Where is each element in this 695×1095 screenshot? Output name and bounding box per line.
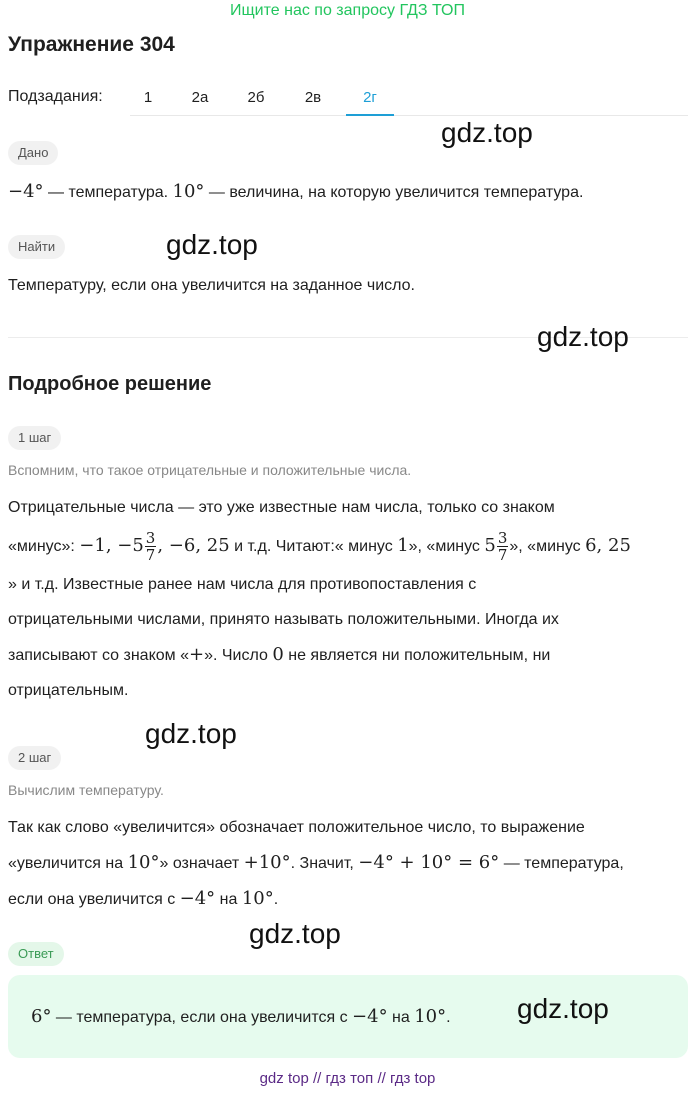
answer-text-2: на — [387, 1009, 415, 1026]
footer-link-gdz-top[interactable]: gdz top — [259, 1070, 309, 1087]
given-text — [8, 174, 583, 210]
step1-l5-math-1: + — [189, 644, 205, 665]
step1-l2-text-a: «минус»: — [8, 538, 80, 555]
step1-l2-text-b: и т.д. Читают:« минус — [229, 538, 398, 555]
given-text-2: — величина, на которую увеличится температура. — [204, 184, 584, 201]
find-chip: Найти — [8, 235, 65, 259]
step1-l5-text-c: не является ни положительным, ни — [283, 647, 551, 664]
answer-text-3: . — [446, 1009, 451, 1026]
step2-l2-math-3: −4° + 10° = 6° — [358, 852, 500, 873]
solution-title: Подробное решение — [8, 373, 212, 395]
step2-l3-text-b: на — [215, 891, 242, 908]
given-math-1: −4° — [8, 181, 44, 202]
answer-math-1: 6° — [31, 1006, 52, 1027]
step2-l2-text-a: «увеличится на — [8, 855, 128, 872]
frac-den: 7 — [497, 546, 508, 565]
tab-1[interactable]: 1 — [143, 89, 153, 106]
top-banner: Ищите нас по запросу ГДЗ ТОП — [230, 2, 465, 19]
frac-num: 3 — [145, 529, 156, 548]
step2-l2-text-c: . Значит, — [290, 855, 359, 872]
step1-body — [8, 490, 692, 708]
step2-line-2 — [8, 845, 692, 881]
step1-l2-math-2: , −6, 25 — [157, 535, 230, 556]
tab-2v[interactable]: 2в — [304, 89, 322, 106]
answer-text-1: — температура, если она увеличится с — [51, 1009, 353, 1026]
fraction-3-7-b — [497, 530, 509, 563]
answer-text — [31, 999, 451, 1035]
watermark: gdz.top — [166, 229, 258, 260]
footer-links — [0, 1070, 695, 1087]
step2-l2-math-1: 10° — [127, 852, 160, 873]
step1-line-5 — [8, 637, 692, 673]
step2-line-1: Так как слово «увеличится» обозначает положительное число, то выражение — [8, 819, 585, 836]
footer-link-gdz-top-mixed[interactable]: гдз top — [389, 1070, 436, 1087]
step2-line-3 — [8, 881, 692, 917]
step1-l5-text-b: ». Число — [204, 647, 273, 664]
step1-l2-math-3: 1 — [397, 535, 409, 556]
step1-line-2 — [8, 525, 692, 567]
watermark: gdz.top — [517, 993, 609, 1024]
tab-2a[interactable]: 2а — [191, 89, 209, 106]
step2-l2-math-2: +10° — [243, 852, 291, 873]
step1-line-3: » и т.д. Известные ранее нам числа для противопоставления с — [8, 576, 477, 593]
given-text-1: — температура. — [43, 184, 173, 201]
step1-l2-math-5: 6, 25 — [585, 535, 631, 556]
answer-math-3: 10° — [414, 1006, 447, 1027]
step1-line-1: Отрицательные числа — это уже известные нам числа, только со знаком — [8, 499, 555, 516]
footer-separator: // — [312, 1070, 322, 1087]
subtasks-label: Подзадания: — [8, 88, 103, 105]
watermark: gdz.top — [249, 918, 341, 949]
find-text: Температуру, если она увеличится на заданное число. — [8, 277, 415, 294]
tab-2g[interactable]: 2г — [346, 86, 394, 116]
answer-chip: Ответ — [8, 942, 64, 966]
step2-body — [8, 810, 692, 917]
given-math-2: 10° — [172, 181, 205, 202]
answer-math-2: −4° — [352, 1006, 388, 1027]
footer-link-gdz-top-ru[interactable]: гдз топ — [325, 1070, 374, 1087]
step2-l3-math-1: −4° — [179, 888, 216, 909]
watermark: gdz.top — [145, 718, 237, 749]
step1-line-6: отрицательным. — [8, 682, 129, 699]
step2-chip: 2 шаг — [8, 746, 61, 770]
frac-den: 7 — [145, 546, 156, 565]
step2-l3-text-a: если она увеличится с — [8, 891, 180, 908]
step1-l2-math-1: −1, −5 — [79, 535, 144, 556]
step2-hint: Вычислим температуру. — [8, 782, 164, 798]
step2-l2-text-b: » означает — [159, 855, 244, 872]
step1-l5-text-a: записывают со знаком « — [8, 647, 189, 664]
step1-chip: 1 шаг — [8, 426, 61, 450]
fraction-3-7-a — [145, 530, 157, 563]
watermark: gdz.top — [537, 321, 629, 352]
step2-l3-math-2: 10° — [241, 888, 274, 909]
tab-2b[interactable]: 2б — [247, 89, 265, 106]
step1-hint: Вспомним, что такое отрицательные и положительные числа. — [8, 462, 412, 478]
watermark: gdz.top — [441, 117, 533, 148]
step1-l2-text-c: », «минус — [408, 538, 485, 555]
step2-l2-text-d: — температура, — [499, 855, 624, 872]
frac-num: 3 — [497, 529, 508, 548]
footer-separator: // — [377, 1070, 386, 1087]
exercise-title: Упражнение 304 — [8, 33, 175, 56]
step2-l3-text-c: . — [273, 891, 279, 908]
step1-line-4: отрицательными числами, принято называть положительными. Иногда их — [8, 611, 559, 628]
step1-l2-text-d: », «минус — [509, 538, 586, 555]
subtasks-bar — [8, 86, 688, 116]
given-chip: Дано — [8, 141, 58, 165]
step1-l5-math-2: 0 — [272, 644, 284, 665]
step1-l2-math-4: 5 — [484, 535, 496, 556]
